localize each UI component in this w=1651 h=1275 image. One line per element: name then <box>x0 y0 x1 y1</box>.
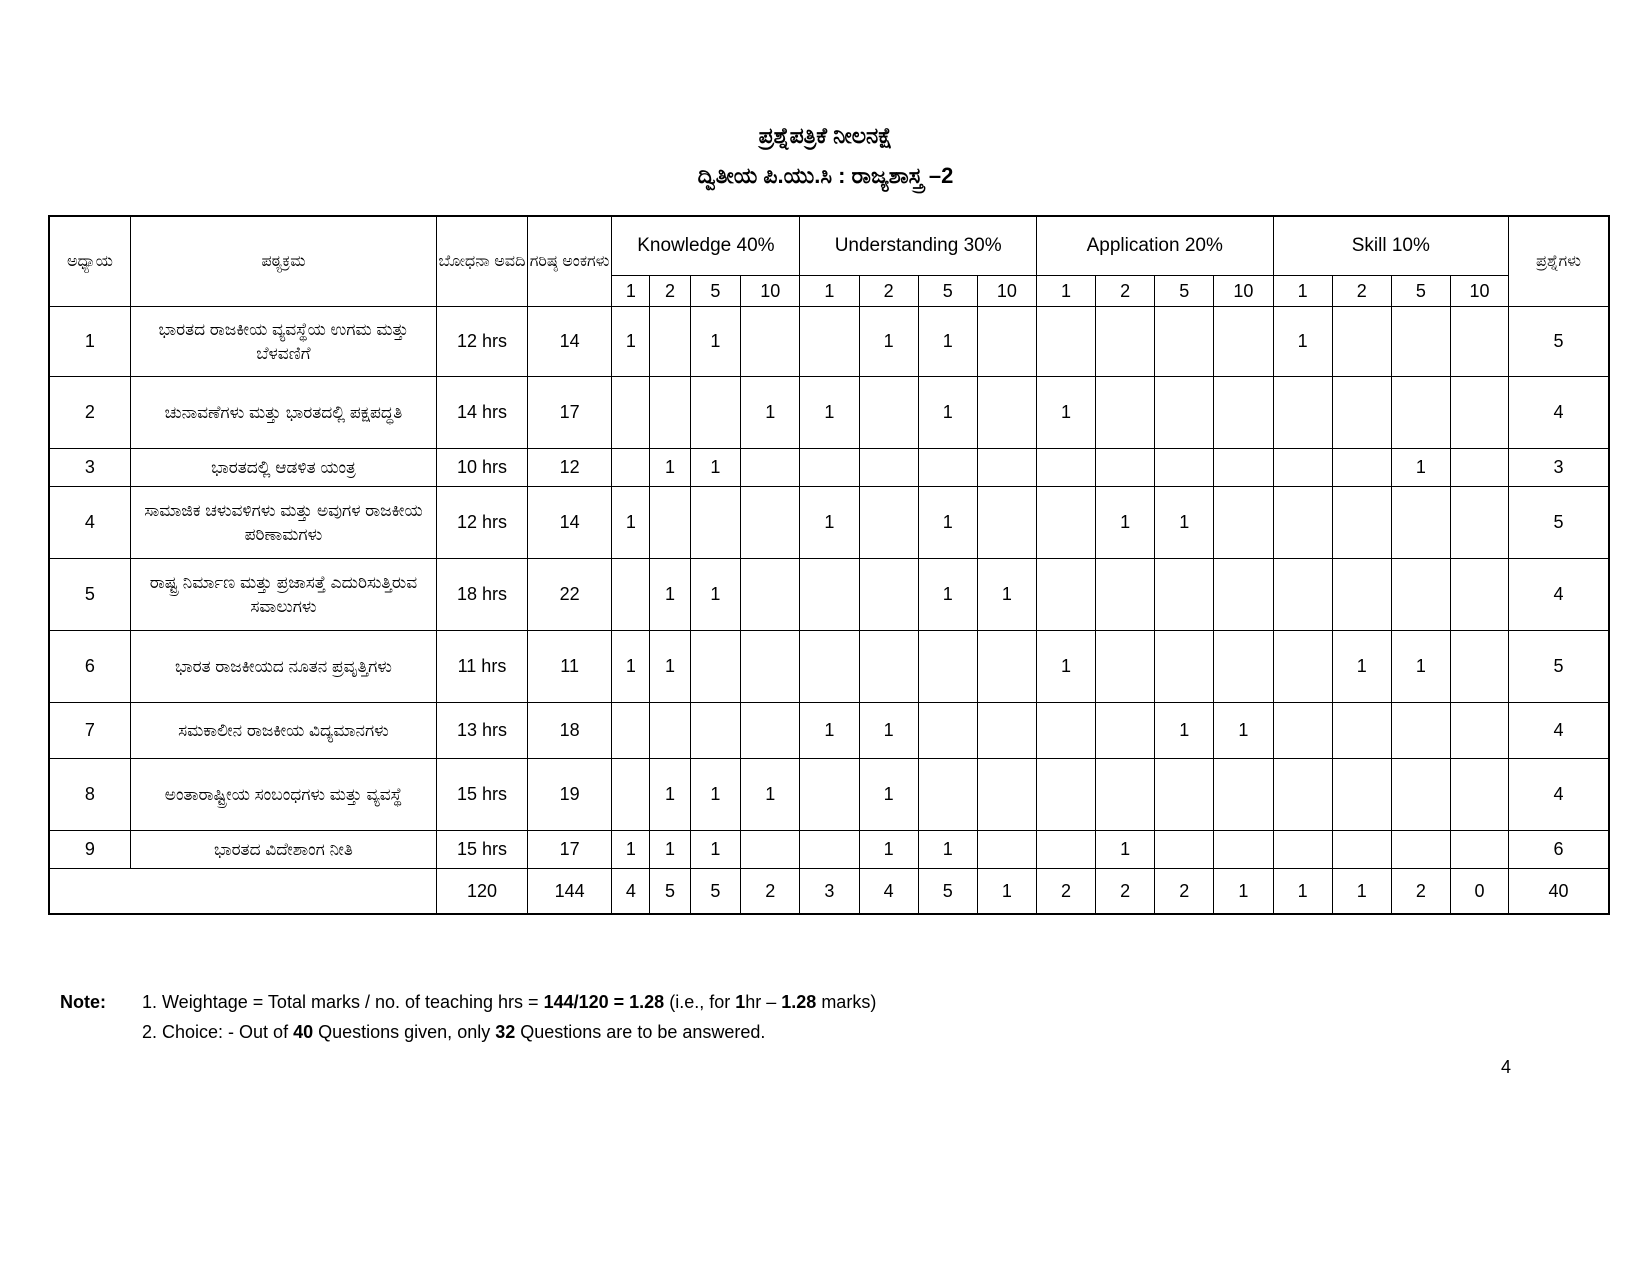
chapter-number-cell: 2 <box>49 377 130 449</box>
distribution-cell <box>1214 487 1273 559</box>
distribution-cell: 1 <box>690 559 741 631</box>
distribution-cell <box>690 631 741 703</box>
distribution-cell: 1 <box>650 449 690 487</box>
distribution-cell <box>977 449 1036 487</box>
table-row <box>49 307 1609 377</box>
note-line-2-part: 2. Choice: - Out of <box>142 1022 294 1042</box>
distribution-cell <box>977 631 1036 703</box>
distribution-cell <box>1391 831 1450 869</box>
chapter-number-cell: 6 <box>49 631 130 703</box>
distribution-cell: 1 <box>918 831 977 869</box>
distribution-cell <box>1155 559 1214 631</box>
note-line-1-part: 1. Weightage = Total marks / no. of teaching hrs = <box>142 992 544 1012</box>
teaching-hours-cell: 11 hrs <box>437 631 528 703</box>
distribution-cell <box>1450 559 1508 631</box>
page-header <box>0 122 1651 190</box>
chapter-number-cell: 8 <box>49 759 130 831</box>
distribution-cell <box>1096 377 1155 449</box>
header-skill: Skill 10% <box>1273 216 1509 276</box>
distribution-cell <box>1096 307 1155 377</box>
distribution-cell <box>918 703 977 759</box>
note-line-2-bold: 32 <box>495 1022 516 1042</box>
total-hours-cell: 120 <box>437 869 528 915</box>
distribution-cell <box>1155 759 1214 831</box>
marks-subheader-cell: 2 <box>859 276 918 307</box>
table-row <box>49 487 1609 559</box>
distribution-cell: 1 <box>1096 831 1155 869</box>
distribution-cell: 1 <box>1273 307 1332 377</box>
distribution-cell <box>977 759 1036 831</box>
table-row <box>49 631 1609 703</box>
distribution-cell <box>1332 703 1391 759</box>
max-marks-cell: 14 <box>527 307 611 377</box>
marks-subheader-cell: 2 <box>650 276 690 307</box>
distribution-cell <box>1036 559 1095 631</box>
distribution-cell <box>1332 759 1391 831</box>
distribution-cell <box>1155 307 1214 377</box>
questions-count-cell: 4 <box>1509 559 1609 631</box>
distribution-cell: 1 <box>650 759 690 831</box>
distribution-cell: 1 <box>650 831 690 869</box>
distribution-cell <box>1450 377 1508 449</box>
distribution-cell <box>977 487 1036 559</box>
distribution-cell: 1 <box>650 559 690 631</box>
marks-subheader-cell: 5 <box>1155 276 1214 307</box>
distribution-cell <box>612 703 650 759</box>
questions-count-cell: 4 <box>1509 759 1609 831</box>
distribution-cell <box>612 559 650 631</box>
page-number: 4 <box>1501 1057 1512 1077</box>
distribution-cell <box>1273 377 1332 449</box>
distribution-cell <box>741 307 800 377</box>
distribution-cell: 1 <box>1214 703 1273 759</box>
distribution-cell <box>1332 559 1391 631</box>
total-distribution-cell: 4 <box>612 869 650 915</box>
syllabus-topic-cell: ಭಾರತದ ರಾಜಕೀಯ ವ್ಯವಸ್ಥೆಯ ಉಗಮ ಮತ್ತು ಬೆಳವಣಿಗೆ <box>130 307 436 377</box>
total-questions-cell: 40 <box>1509 869 1609 915</box>
distribution-cell: 1 <box>612 307 650 377</box>
distribution-cell <box>1450 831 1508 869</box>
distribution-cell <box>1391 703 1450 759</box>
note-line-2-part: Questions given, only <box>313 1022 496 1042</box>
questions-count-cell: 3 <box>1509 449 1609 487</box>
distribution-cell <box>1450 703 1508 759</box>
distribution-cell <box>1036 759 1095 831</box>
total-marks-cell: 144 <box>527 869 611 915</box>
distribution-cell: 1 <box>859 831 918 869</box>
chapter-number-cell: 9 <box>49 831 130 869</box>
marks-subheader-cell: 10 <box>1450 276 1508 307</box>
syllabus-topic-cell: ಭಾರತದಲ್ಲಿ ಆಡಳಿತ ಯಂತ್ರ <box>130 449 436 487</box>
distribution-cell: 1 <box>1096 487 1155 559</box>
distribution-cell: 1 <box>859 703 918 759</box>
note-line-2-bold: 40 <box>293 1022 314 1042</box>
note-line-1-bold: 144/120 = 1.28 <box>543 992 665 1012</box>
max-marks-cell: 11 <box>527 631 611 703</box>
note-line-1-bold: 1 <box>735 992 746 1012</box>
distribution-cell: 1 <box>859 307 918 377</box>
distribution-cell <box>1096 559 1155 631</box>
distribution-cell <box>859 559 918 631</box>
distribution-cell <box>859 377 918 449</box>
distribution-cell <box>741 559 800 631</box>
syllabus-topic-cell: ಸಾಮಾಜಿಕ ಚಳುವಳಿಗಳು ಮತ್ತು ಅವುಗಳ ರಾಜಕೀಯ ಪರಿಣಾಮಗಳು <box>130 487 436 559</box>
distribution-cell: 1 <box>650 631 690 703</box>
teaching-hours-cell: 15 hrs <box>437 831 528 869</box>
distribution-cell <box>800 759 859 831</box>
header-knowledge: Knowledge 40% <box>612 216 800 276</box>
distribution-cell <box>800 831 859 869</box>
distribution-cell <box>977 831 1036 869</box>
header-understanding: Understanding 30% <box>800 216 1037 276</box>
distribution-cell <box>1036 449 1095 487</box>
distribution-cell: 1 <box>612 487 650 559</box>
distribution-cell <box>800 449 859 487</box>
marks-subheader-cell: 1 <box>1273 276 1332 307</box>
distribution-cell <box>977 307 1036 377</box>
total-distribution-cell: 1 <box>1273 869 1332 915</box>
max-marks-cell: 17 <box>527 831 611 869</box>
teaching-hours-cell: 12 hrs <box>437 487 528 559</box>
total-distribution-cell: 2 <box>1155 869 1214 915</box>
syllabus-topic-cell: ಅಂತಾರಾಷ್ಟ್ರೀಯ ಸಂಬಂಧಗಳು ಮತ್ತು ವ್ಯವಸ್ಥೆ <box>130 759 436 831</box>
distribution-cell <box>1155 631 1214 703</box>
distribution-cell <box>1155 831 1214 869</box>
distribution-cell <box>741 703 800 759</box>
distribution-cell <box>741 487 800 559</box>
distribution-cell: 1 <box>690 449 741 487</box>
note-line-2-part: Questions are to be answered. <box>515 1022 766 1042</box>
distribution-cell: 1 <box>612 831 650 869</box>
blueprint-table <box>48 215 1610 915</box>
distribution-cell: 1 <box>612 631 650 703</box>
distribution-cell <box>690 703 741 759</box>
distribution-cell <box>690 487 741 559</box>
marks-subheader-cell: 10 <box>1214 276 1273 307</box>
distribution-cell <box>650 377 690 449</box>
teaching-hours-cell: 10 hrs <box>437 449 528 487</box>
note-line-1-part: (i.e., for <box>664 992 736 1012</box>
header-syllabus: ಪಠ್ಯಕ್ರಮ <box>130 216 436 307</box>
distribution-cell: 1 <box>1155 487 1214 559</box>
distribution-cell: 1 <box>1391 631 1450 703</box>
max-marks-cell: 14 <box>527 487 611 559</box>
distribution-cell <box>1391 487 1450 559</box>
distribution-cell: 1 <box>690 307 741 377</box>
distribution-cell <box>1096 703 1155 759</box>
teaching-hours-cell: 18 hrs <box>437 559 528 631</box>
distribution-cell <box>612 377 650 449</box>
distribution-cell <box>918 449 977 487</box>
distribution-cell <box>741 631 800 703</box>
distribution-cell <box>612 449 650 487</box>
teaching-hours-cell: 14 hrs <box>437 377 528 449</box>
distribution-cell: 1 <box>690 759 741 831</box>
distribution-cell <box>1155 377 1214 449</box>
marks-subheader-cell: 5 <box>1391 276 1450 307</box>
marks-subheader-cell: 2 <box>1096 276 1155 307</box>
marks-subheader-cell: 10 <box>741 276 800 307</box>
total-distribution-cell: 2 <box>1391 869 1450 915</box>
distribution-cell: 1 <box>977 559 1036 631</box>
distribution-cell <box>1332 449 1391 487</box>
table-row <box>49 703 1609 759</box>
distribution-cell <box>1391 559 1450 631</box>
distribution-cell <box>1096 631 1155 703</box>
table-row <box>49 831 1609 869</box>
distribution-cell <box>741 449 800 487</box>
table-row <box>49 377 1609 449</box>
distribution-cell <box>800 631 859 703</box>
chapter-number-cell: 1 <box>49 307 130 377</box>
distribution-cell <box>1391 759 1450 831</box>
distribution-cell <box>918 759 977 831</box>
header-questions: ಪ್ರಶ್ನೆಗಳು <box>1509 216 1609 307</box>
questions-count-cell: 5 <box>1509 487 1609 559</box>
distribution-cell <box>1214 759 1273 831</box>
distribution-cell <box>1332 487 1391 559</box>
distribution-cell: 1 <box>800 487 859 559</box>
distribution-cell <box>800 307 859 377</box>
total-distribution-cell: 5 <box>690 869 741 915</box>
header-application: Application 20% <box>1036 216 1273 276</box>
header-teaching-time: ಬೋಧನಾ ಅವದಿ <box>437 216 528 307</box>
marks-subheader-cell: 1 <box>612 276 650 307</box>
note-line-1-part: hr – <box>745 992 782 1012</box>
total-distribution-cell: 2 <box>1096 869 1155 915</box>
chapter-number-cell: 4 <box>49 487 130 559</box>
marks-subheader-cell: 2 <box>1332 276 1391 307</box>
totals-row <box>49 869 1609 915</box>
marks-subheader-cell: 1 <box>800 276 859 307</box>
total-distribution-cell: 2 <box>741 869 800 915</box>
distribution-cell <box>1273 631 1332 703</box>
distribution-cell <box>1391 377 1450 449</box>
distribution-cell <box>1450 759 1508 831</box>
max-marks-cell: 17 <box>527 377 611 449</box>
table-row <box>49 449 1609 487</box>
total-distribution-cell: 4 <box>859 869 918 915</box>
note-line-1-bold: 1.28 <box>781 992 817 1012</box>
total-distribution-cell: 3 <box>800 869 859 915</box>
note-line-2 <box>142 1017 876 1047</box>
distribution-cell <box>859 487 918 559</box>
distribution-cell <box>650 703 690 759</box>
distribution-cell <box>1450 631 1508 703</box>
distribution-cell <box>918 631 977 703</box>
table-body <box>49 307 1609 915</box>
distribution-cell <box>1273 487 1332 559</box>
distribution-cell: 1 <box>1036 377 1095 449</box>
distribution-cell <box>800 559 859 631</box>
header-chapter: ಅಧ್ಯಾಯ <box>49 216 130 307</box>
distribution-cell: 1 <box>918 377 977 449</box>
syllabus-topic-cell: ರಾಷ್ಟ್ರ ನಿರ್ಮಾಣ ಮತ್ತು ಪ್ರಜಾಸತ್ತೆ ಎದುರಿಸುತ್ತಿರುವ ಸವಾಲುಗಳು <box>130 559 436 631</box>
teaching-hours-cell: 15 hrs <box>437 759 528 831</box>
syllabus-topic-cell: ಚುನಾವಣೆಗಳು ಮತ್ತು ಭಾರತದಲ್ಲಿ ಪಕ್ಷಪದ್ಧತಿ <box>130 377 436 449</box>
marks-subheader-cell: 10 <box>977 276 1036 307</box>
header-max-marks: ಗರಿಷ್ಠ ಅಂಕಗಳು <box>527 216 611 307</box>
marks-subheader-cell: 1 <box>1036 276 1095 307</box>
distribution-cell <box>1096 449 1155 487</box>
total-distribution-cell: 5 <box>650 869 690 915</box>
total-distribution-cell: 1 <box>1214 869 1273 915</box>
syllabus-topic-cell: ಭಾರತ ರಾಜಕೀಯದ ನೂತನ ಪ್ರವೃತ್ತಿಗಳು <box>130 631 436 703</box>
distribution-cell <box>1391 307 1450 377</box>
distribution-cell <box>1214 631 1273 703</box>
max-marks-cell: 18 <box>527 703 611 759</box>
distribution-cell <box>1036 703 1095 759</box>
distribution-cell: 1 <box>918 487 977 559</box>
questions-count-cell: 5 <box>1509 631 1609 703</box>
distribution-cell <box>1214 377 1273 449</box>
chapter-number-cell: 5 <box>49 559 130 631</box>
distribution-cell: 1 <box>1391 449 1450 487</box>
distribution-cell <box>650 487 690 559</box>
distribution-cell <box>859 449 918 487</box>
page-title: ಪ್ರಶ್ನೆಪತ್ರಿಕೆ ನೀಲನಕ್ಷೆ <box>758 123 893 148</box>
marks-subheader-cell: 5 <box>690 276 741 307</box>
distribution-cell: 1 <box>741 377 800 449</box>
distribution-cell <box>1332 377 1391 449</box>
syllabus-topic-cell: ಸಮಕಾಲೀನ ರಾಜಕೀಯ ವಿದ್ಯಮಾನಗಳು <box>130 703 436 759</box>
table-row <box>49 759 1609 831</box>
distribution-cell <box>1214 559 1273 631</box>
distribution-cell <box>650 307 690 377</box>
max-marks-cell: 22 <box>527 559 611 631</box>
distribution-cell <box>1450 449 1508 487</box>
distribution-cell <box>977 703 1036 759</box>
total-distribution-cell: 1 <box>977 869 1036 915</box>
distribution-cell <box>1096 759 1155 831</box>
distribution-cell <box>1273 831 1332 869</box>
syllabus-topic-cell: ಭಾರತದ ವಿದೇಶಾಂಗ ನೀತಿ <box>130 831 436 869</box>
page-subtitle: ದ್ವಿತೀಯ ಪಿ.ಯು.ಸಿ : ರಾಜ್ಯಶಾಸ್ತ್ರ –2 <box>697 163 954 188</box>
questions-count-cell: 4 <box>1509 703 1609 759</box>
total-distribution-cell: 1 <box>1332 869 1391 915</box>
questions-count-cell: 4 <box>1509 377 1609 449</box>
distribution-cell <box>1273 449 1332 487</box>
note-block <box>60 987 876 1047</box>
distribution-cell <box>1036 831 1095 869</box>
distribution-cell: 1 <box>800 703 859 759</box>
table-row <box>49 559 1609 631</box>
distribution-cell <box>1036 487 1095 559</box>
distribution-cell <box>1036 307 1095 377</box>
distribution-cell: 1 <box>1036 631 1095 703</box>
distribution-cell <box>1214 831 1273 869</box>
distribution-cell <box>1214 307 1273 377</box>
questions-count-cell: 6 <box>1509 831 1609 869</box>
distribution-cell: 1 <box>918 559 977 631</box>
teaching-hours-cell: 12 hrs <box>437 307 528 377</box>
teaching-hours-cell: 13 hrs <box>437 703 528 759</box>
total-distribution-cell: 5 <box>918 869 977 915</box>
distribution-cell: 1 <box>1332 631 1391 703</box>
max-marks-cell: 12 <box>527 449 611 487</box>
distribution-cell: 1 <box>741 759 800 831</box>
distribution-cell <box>1273 703 1332 759</box>
distribution-cell <box>859 631 918 703</box>
distribution-cell <box>1332 307 1391 377</box>
distribution-cell: 1 <box>800 377 859 449</box>
chapter-number-cell: 7 <box>49 703 130 759</box>
distribution-cell: 1 <box>918 307 977 377</box>
distribution-cell <box>741 831 800 869</box>
distribution-cell <box>977 377 1036 449</box>
distribution-cell <box>1450 307 1508 377</box>
total-distribution-cell: 0 <box>1450 869 1508 915</box>
distribution-cell <box>1214 449 1273 487</box>
distribution-cell <box>1273 759 1332 831</box>
distribution-cell <box>1332 831 1391 869</box>
distribution-cell: 1 <box>1155 703 1214 759</box>
distribution-cell: 1 <box>859 759 918 831</box>
total-distribution-cell: 2 <box>1036 869 1095 915</box>
note-line-1-part: marks) <box>816 992 877 1012</box>
marks-subheader-cell: 5 <box>918 276 977 307</box>
note-label: Note: <box>60 992 106 1012</box>
chapter-number-cell: 3 <box>49 449 130 487</box>
distribution-cell <box>1273 559 1332 631</box>
distribution-cell <box>1155 449 1214 487</box>
distribution-cell <box>690 377 741 449</box>
distribution-cell: 1 <box>690 831 741 869</box>
questions-count-cell: 5 <box>1509 307 1609 377</box>
distribution-cell <box>612 759 650 831</box>
max-marks-cell: 19 <box>527 759 611 831</box>
note-line-1 <box>142 987 876 1017</box>
distribution-cell <box>1450 487 1508 559</box>
totals-blank-cell <box>49 869 437 915</box>
